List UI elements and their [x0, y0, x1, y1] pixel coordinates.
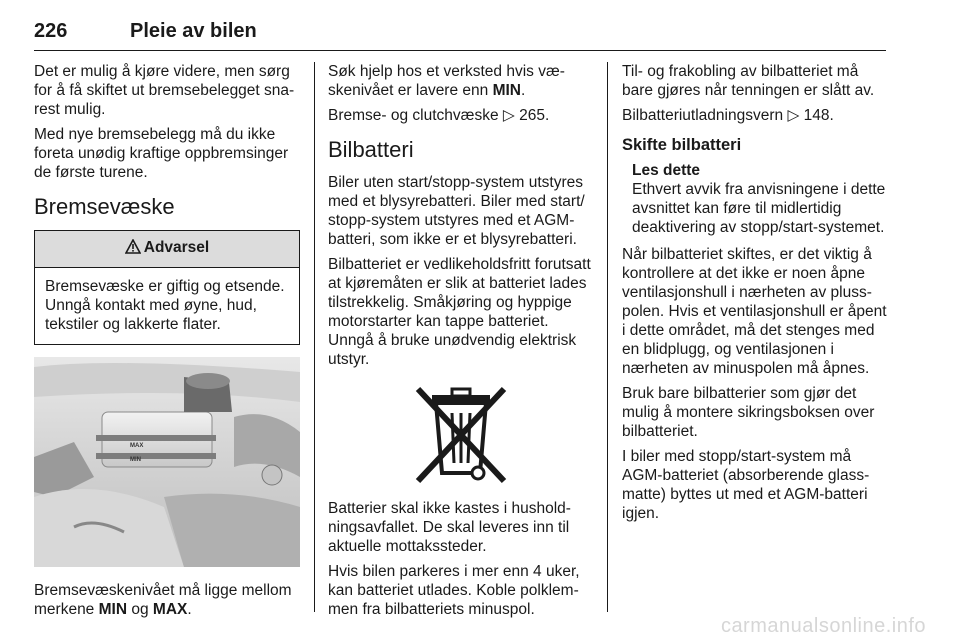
note-text: Ethvert avvik fra anvisningene i dette avsnittet kan føre til midlertidig deaktivering av stopp/start-systemet.	[632, 181, 886, 236]
column-divider	[314, 62, 315, 612]
note-box	[622, 161, 888, 237]
watermark: carmanualsonline.info	[720, 615, 926, 637]
cross-reference: Bremse- og clutchvæske ▷ 265.	[328, 107, 550, 124]
min-mark-label: MIN	[130, 457, 141, 463]
crossed-out-bin-icon	[406, 381, 516, 485]
paragraph: Hvis bilen parkeres i mer enn 4 uker, kan batteriet utlades. Koble polklemmen fra bilbatteriets minuspol.	[328, 563, 580, 618]
paragraph: Batterier skal ikke kastes i husholdningsavfallet. De skal leveres inn til aktuelle mottakssteder.	[328, 500, 571, 555]
section-heading: Bilbatteri	[328, 137, 414, 162]
note-title: Les dette	[632, 162, 701, 179]
max-mark-label: MAX	[130, 443, 144, 449]
warning-header	[35, 231, 299, 268]
column-3	[622, 62, 888, 529]
column-1	[34, 62, 300, 625]
paragraph: Det er mulig å kjøre videre, men sørg for å få skiftet ut bremsebelegget snarest mulig.	[34, 63, 295, 118]
page-ref-arrow-icon: ▷	[502, 107, 515, 124]
column-divider	[607, 62, 608, 612]
page-header	[34, 6, 886, 51]
photo-caption: Bremsevæskenivået må ligge mellom merkene MIN og MAX.	[34, 582, 292, 618]
paragraph: Bilbatteriet er vedlikeholdsfritt forutsatt at kjøremåten er slik at batteriet lades tilstrekkelig. Småkjøring og hyppige motorstarter kan tappe batteriet. Unngå å bruke unødvendig elektrisk utstyr.	[328, 256, 591, 368]
warning-triangle-icon	[125, 239, 141, 259]
paragraph: Søk hjelp hos et verksted hvis væskenivået er lavere enn MIN.	[328, 63, 565, 99]
warning-box	[34, 230, 300, 345]
chapter-title: Pleie av bilen	[130, 20, 257, 42]
paragraph: Biler uten start/stopp-system utstyres med et blysyrebatteri. Biler med start/ stopp-system utstyres med et AGM-batteri, som ikke er et blysyrebatteri.	[328, 174, 585, 248]
paragraph: Når bilbatteriet skiftes, er det viktig å kontrollere at det ikke er noen åpne ventilasjonshull i nærheten av plusspolen. Hvis et ventilasjonshull er åpent i dette området, må det stenges med en blidplugg, og ventilasjonen i nærheten av minuspolen må åpnes.	[622, 246, 887, 377]
cross-reference: Bilbatteriutladningsvern ▷ 148.	[622, 107, 834, 124]
page-ref[interactable]: 265.	[519, 107, 550, 124]
page-ref[interactable]: 148.	[803, 107, 834, 124]
subsection-heading: Skifte bilbatteri	[622, 136, 742, 154]
section-heading: Bremsevæske	[34, 194, 175, 219]
paragraph: I biler med stopp/start-system må AGM-batteriet (absorberende glassmatte) byttes ut med et AGM-batteri igjen.	[622, 448, 870, 522]
warning-title: Advarsel	[143, 239, 210, 256]
page-number: 226	[34, 20, 68, 42]
paragraph: Bruk bare bilbatterier som gjør det mulig å montere sikringsboksen over bilbatteriet.	[622, 385, 875, 440]
column-2	[328, 62, 594, 625]
brake-fluid-reservoir-photo	[34, 357, 300, 567]
warning-text: Bremsevæske er giftig og etsende. Unngå kontakt med øyne, hud, tekstiler og lakkerte flater.	[45, 278, 285, 333]
page-ref-arrow-icon: ▷	[787, 107, 800, 124]
paragraph: Til- og frakobling av bilbatteriet må bare gjøres når tenningen er slått av.	[622, 63, 875, 99]
paragraph: Med nye bremsebelegg må du ikke foreta unødig kraftige oppbremsinger de første turene.	[34, 126, 289, 181]
